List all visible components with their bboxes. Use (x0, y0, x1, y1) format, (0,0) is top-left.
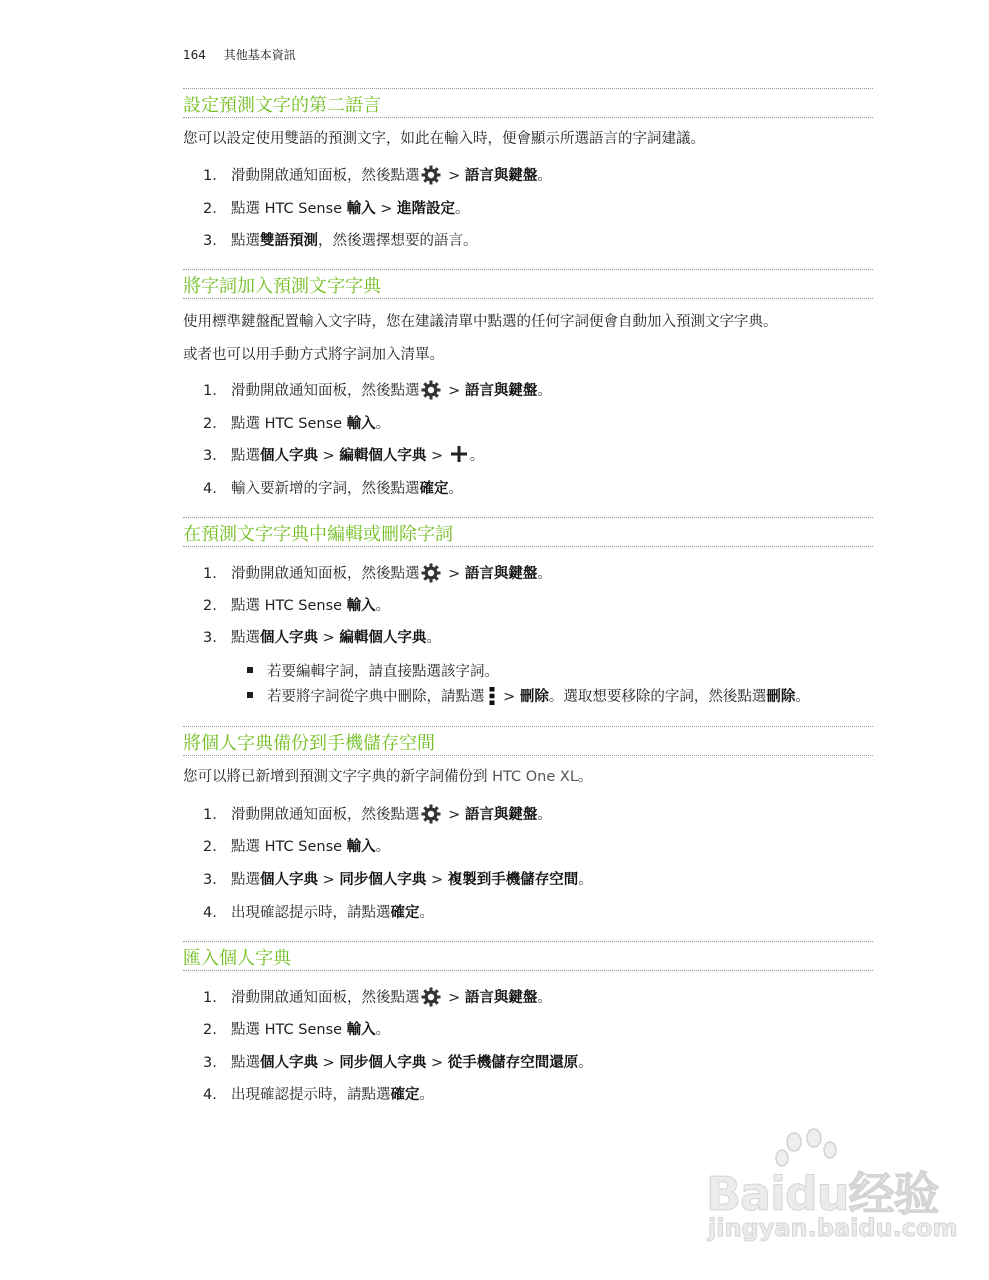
bullet-text: 若要將字詞從字典中刪除，請點選 (267, 689, 485, 705)
ui-label: 複製到手機儲存空間 (447, 872, 579, 888)
watermark-logo: Baidu经验 (706, 1167, 939, 1221)
section-intro (183, 765, 592, 786)
ui-label: 語言與鍵盤 (464, 566, 538, 582)
step-text: 。 (419, 1087, 434, 1103)
separator: > (443, 566, 465, 582)
ui-label: 確定 (419, 481, 449, 497)
ui-label: 個人字典 (260, 448, 318, 464)
step-item (203, 594, 390, 615)
intro-text: 您可以將已新增到預測文字字典的新字詞備份到 (183, 769, 488, 785)
bullet-text: 。 (795, 689, 810, 705)
separator: > (318, 448, 340, 464)
separator: > (443, 168, 465, 184)
step-item (203, 986, 552, 1007)
ui-label: 語言與鍵盤 (464, 383, 538, 399)
step-item (203, 412, 390, 433)
step-text: 。 (537, 168, 552, 184)
ui-label: 刪除 (766, 689, 796, 705)
step-text: 。 (578, 1055, 593, 1071)
step-text: 點選 (231, 1055, 260, 1071)
ui-label: 編輯個人字典 (339, 630, 427, 646)
step-text: 點選 HTC Sense (231, 598, 347, 614)
page-header (183, 46, 296, 63)
step-text: 滑動開啟通知面板，然後點選 (231, 990, 420, 1006)
step-text: 。 (375, 839, 391, 855)
section-heading-4 (183, 726, 873, 756)
step-number: 4. (203, 481, 217, 497)
section-title: 將字詞加入預測文字字典 (183, 276, 381, 297)
step-item (203, 803, 552, 824)
section-intro: 使用標準鍵盤配置輸入文字時，您在建議清單中點選的任何字詞便會自動加入預測文字字典。 (183, 314, 778, 330)
step-number: 1. (203, 168, 217, 184)
step-text: 滑動開啟通知面板，然後點選 (231, 168, 420, 184)
separator: > (375, 201, 398, 217)
ui-label: 同步個人字典 (339, 872, 427, 888)
step-number: 2. (203, 598, 217, 614)
step-text: 。 (426, 630, 441, 646)
bullet-marker (247, 667, 253, 673)
gear-icon (421, 380, 441, 400)
bullet-text: 若要編輯字詞，請直接點選該字詞。 (267, 664, 499, 680)
ui-label: 同步個人字典 (339, 1055, 427, 1071)
ui-label: 語言與鍵盤 (464, 990, 538, 1006)
section-title: 設定預測文字的第二語言 (183, 95, 381, 116)
section-heading-3 (183, 517, 873, 547)
step-text: 。 (375, 416, 391, 432)
step-text: 點選 (231, 872, 260, 888)
separator: > (443, 807, 465, 823)
step-text: 輸入要新增的字詞，然後點選 (231, 481, 420, 497)
step-item (203, 562, 552, 583)
step-text: 。 (537, 990, 552, 1006)
ui-label: 個人字典 (260, 630, 318, 646)
ui-label: 輸入 (346, 598, 376, 614)
separator: > (318, 1055, 340, 1071)
ui-label: 從手機儲存空間還原 (447, 1055, 579, 1071)
step-number: 3. (203, 233, 217, 249)
intro-text: 。 (577, 769, 593, 785)
step-item (203, 379, 552, 400)
baidu-watermark (700, 1128, 958, 1248)
step-number: 1. (203, 383, 217, 399)
step-number: 4. (203, 905, 217, 921)
watermark-url: jingyan.baidu.com (708, 1214, 958, 1242)
step-text: 點選 (231, 630, 260, 646)
step-number: 2. (203, 839, 217, 855)
step-text: 。 (419, 905, 434, 921)
section-intro: 或者也可以用手動方式將字詞加入清單。 (183, 347, 444, 363)
separator: > (318, 872, 340, 888)
step-text: 出現確認提示時，請點選 (231, 905, 391, 921)
separator: > (426, 448, 448, 464)
step-text: 。 (375, 1022, 391, 1038)
step-item (203, 444, 484, 465)
step-text: 。 (455, 201, 470, 217)
section-heading-1 (183, 88, 873, 118)
step-number: 1. (203, 807, 217, 823)
ui-label: 輸入 (346, 201, 376, 217)
bullet-item (247, 685, 810, 706)
separator: > (443, 990, 465, 1006)
bullet-item (247, 660, 499, 681)
step-number: 2. (203, 201, 217, 217)
step-text: 出現確認提示時，請點選 (231, 1087, 391, 1103)
section-title: 將個人字典備份到手機儲存空間 (183, 733, 435, 754)
gear-icon (421, 987, 441, 1007)
step-number: 1. (203, 566, 217, 582)
step-text: 。 (537, 566, 552, 582)
separator: > (426, 1055, 448, 1071)
gear-icon (421, 563, 441, 583)
step-text: 。 (537, 383, 552, 399)
step-number: 3. (203, 630, 217, 646)
device-name: HTC One XL (487, 769, 578, 785)
chapter-title: 其他基本資訊 (223, 48, 296, 62)
step-text: 點選 HTC Sense (231, 416, 347, 432)
separator: > (318, 630, 340, 646)
step-number: 3. (203, 1055, 217, 1071)
step-number: 3. (203, 872, 217, 888)
ui-label: 確定 (390, 1087, 420, 1103)
ui-label: 雙語預測 (260, 233, 318, 249)
step-text: 。 (537, 807, 552, 823)
step-item (203, 868, 593, 889)
ui-label: 語言與鍵盤 (464, 807, 538, 823)
ui-label: 輸入 (346, 839, 376, 855)
step-item (203, 1051, 593, 1072)
step-item (203, 626, 441, 647)
page-number: 164 (183, 48, 206, 62)
step-item (203, 1018, 390, 1039)
step-item (203, 477, 463, 498)
ui-label: 輸入 (346, 416, 376, 432)
step-text: 。 (578, 872, 593, 888)
step-item (203, 164, 552, 185)
step-number: 2. (203, 416, 217, 432)
step-item (203, 835, 390, 856)
step-text: 點選 HTC Sense (231, 839, 347, 855)
ui-label: 編輯個人字典 (339, 448, 427, 464)
bullet-marker (247, 692, 253, 698)
step-text: 。 (448, 481, 463, 497)
step-item (203, 1083, 434, 1104)
section-title: 在預測文字字典中編輯或刪除字詞 (183, 524, 453, 545)
ui-label: 進階設定 (397, 201, 456, 217)
separator: > (443, 383, 465, 399)
step-number: 4. (203, 1087, 217, 1103)
step-number: 1. (203, 990, 217, 1006)
ui-label: 輸入 (346, 1022, 376, 1038)
step-text: 滑動開啟通知面板，然後點選 (231, 807, 420, 823)
step-number: 2. (203, 1022, 217, 1038)
step-item (203, 229, 478, 250)
separator: > (426, 872, 448, 888)
gear-icon (421, 165, 441, 185)
step-text: 。 (469, 448, 485, 464)
step-item (203, 901, 434, 922)
ui-label: 確定 (390, 905, 420, 921)
step-text: 點選 HTC Sense (231, 1022, 347, 1038)
step-text: 點選 HTC Sense (231, 201, 347, 217)
section-heading-2 (183, 269, 873, 299)
step-text: 。 (375, 598, 391, 614)
separator: > (498, 689, 520, 705)
step-item (203, 197, 470, 218)
step-text: 滑動開啟通知面板，然後點選 (231, 566, 420, 582)
gear-icon (421, 804, 441, 824)
step-text: 滑動開啟通知面板，然後點選 (231, 383, 420, 399)
section-intro: 您可以設定使用雙語的預測文字，如此在輸入時，便會顯示所選語言的字詞建議。 (183, 131, 705, 147)
step-number: 3. (203, 448, 217, 464)
ui-label: 個人字典 (260, 872, 318, 888)
ui-label: 刪除 (519, 689, 549, 705)
section-heading-5 (183, 941, 873, 971)
bullet-text: 。選取想要移除的字詞，然後點選 (548, 689, 767, 705)
ui-label: 個人字典 (260, 1055, 318, 1071)
ui-label: 語言與鍵盤 (464, 168, 538, 184)
step-text: 點選 (231, 448, 260, 464)
more-vertical-icon (489, 687, 495, 705)
step-text: ，然後選擇想要的語言。 (318, 233, 478, 249)
step-text: 點選 (231, 233, 260, 249)
section-title: 匯入個人字典 (183, 948, 291, 969)
plus-icon (450, 445, 468, 463)
